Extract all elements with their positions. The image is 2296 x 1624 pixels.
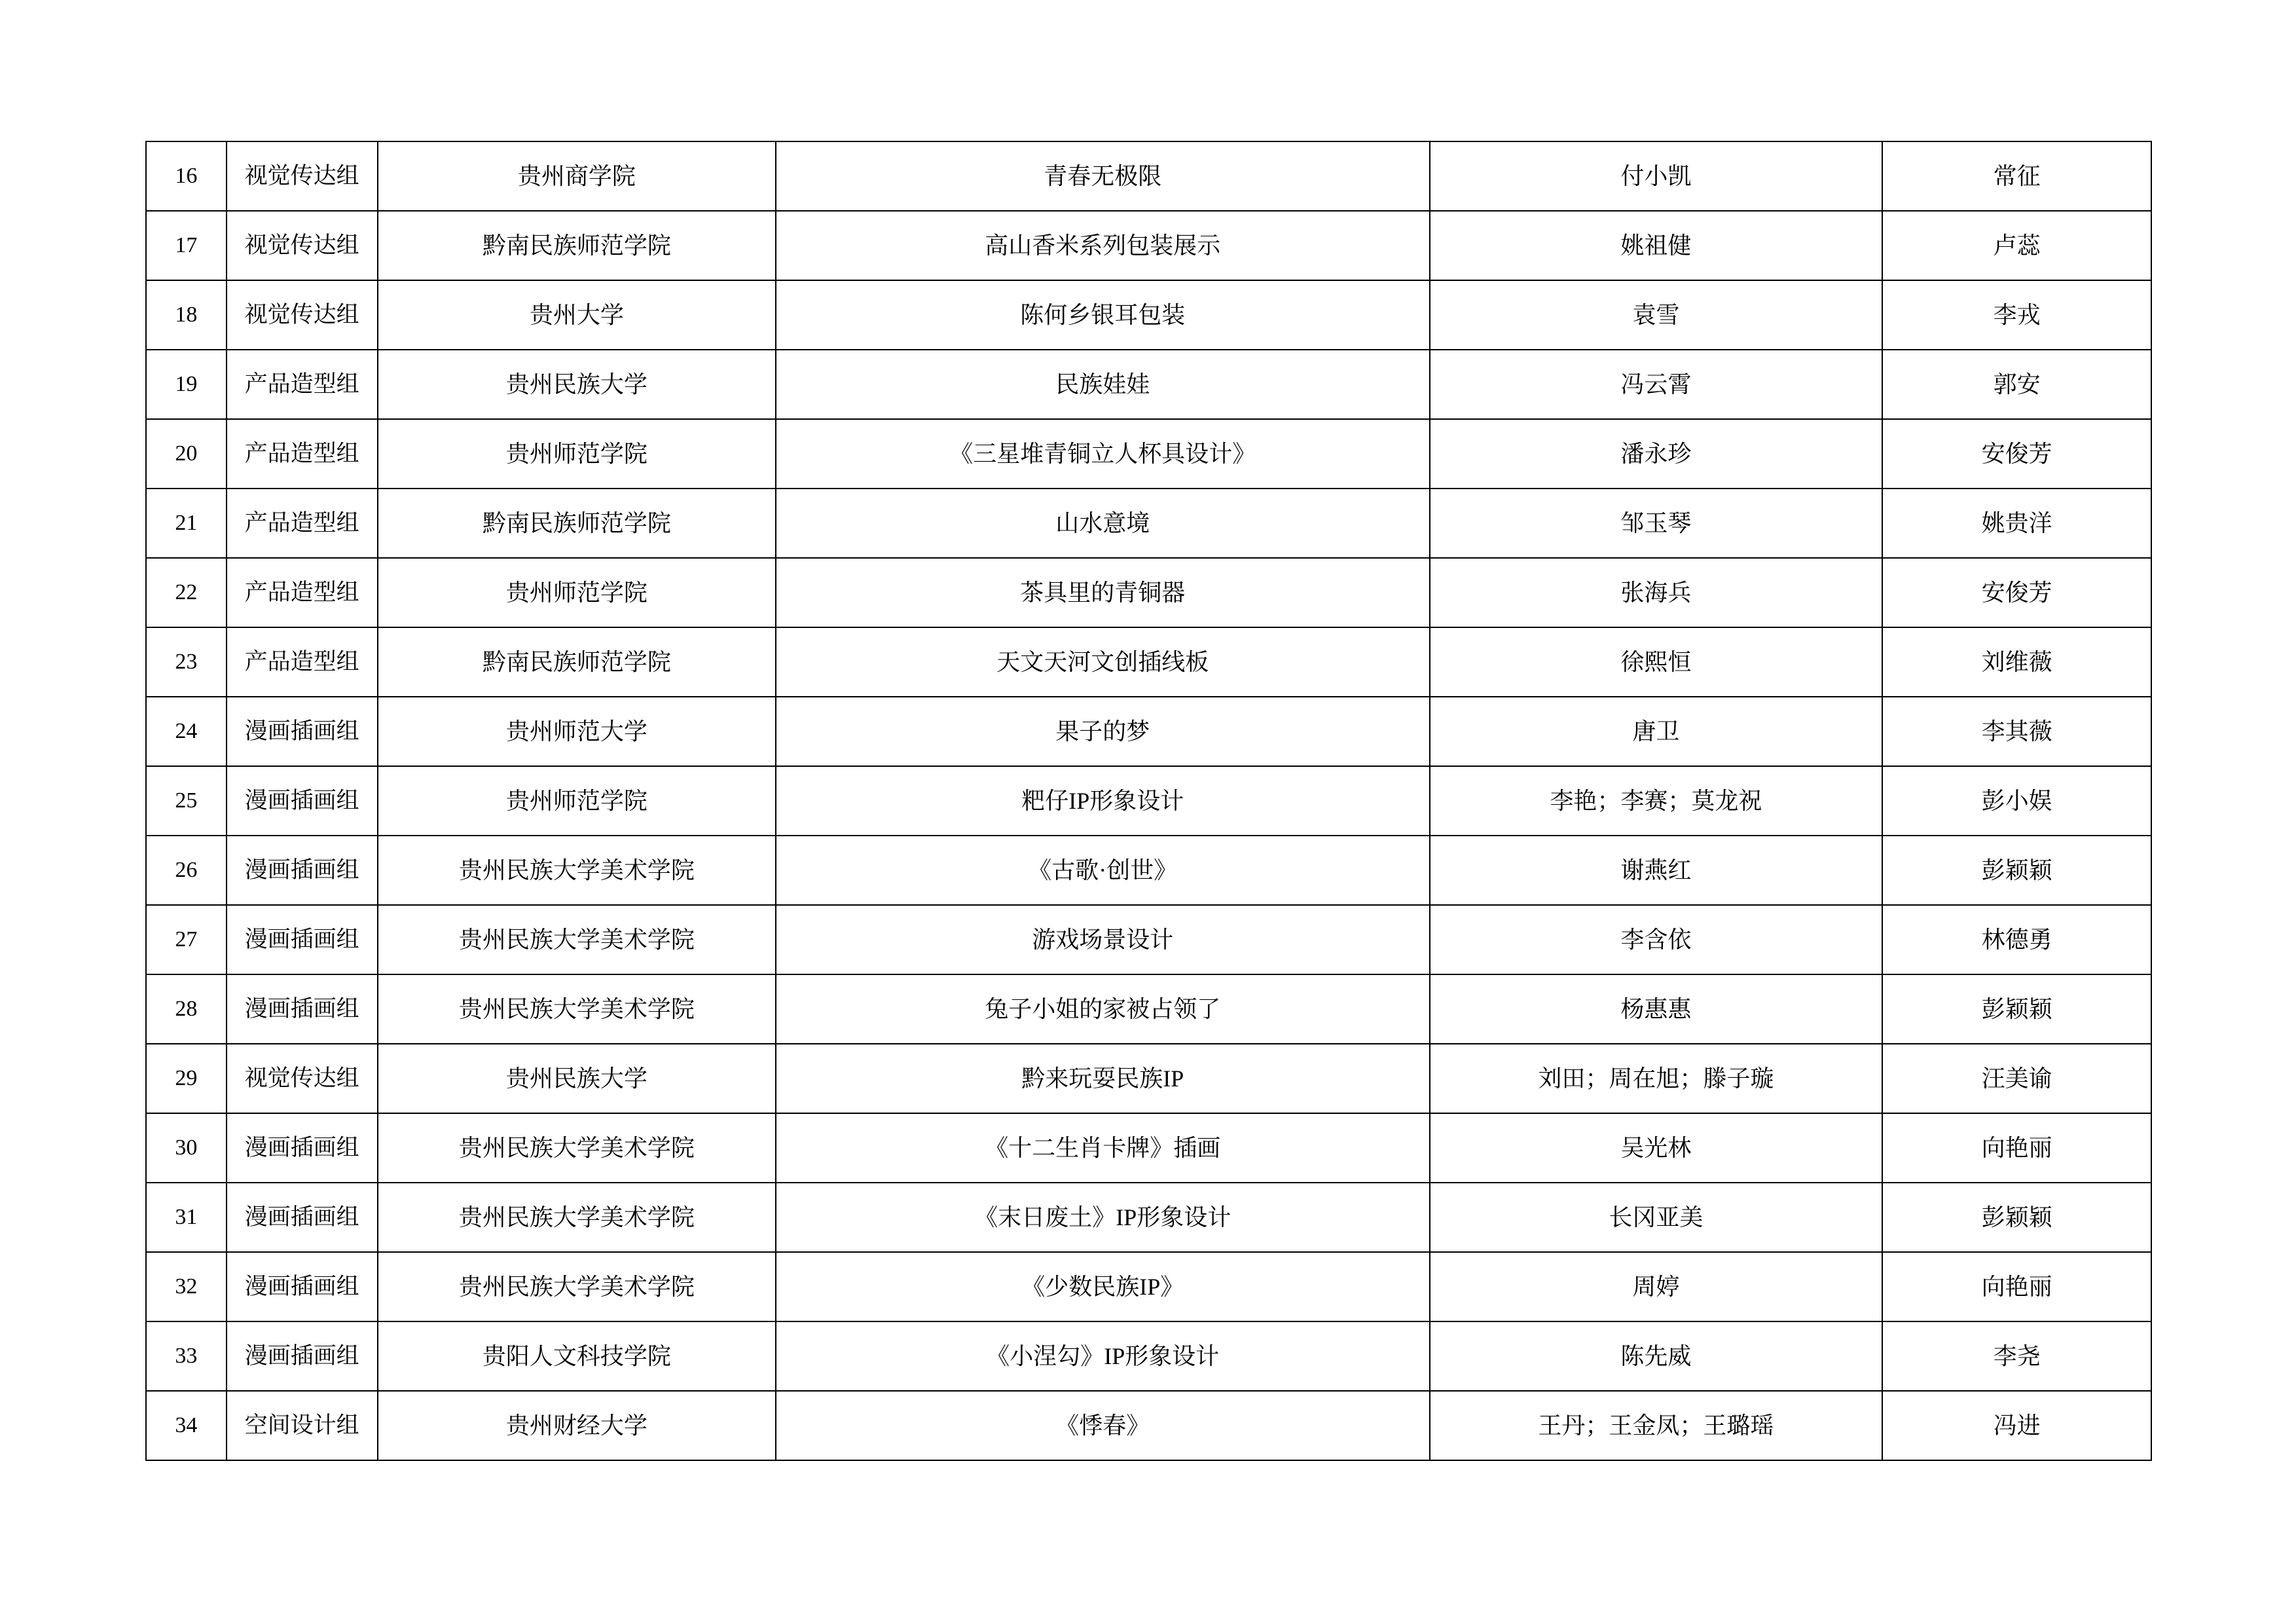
- cell-group: 漫画插画组: [227, 697, 378, 766]
- cell-school: 黔南民族师范学院: [378, 211, 776, 280]
- cell-school: 贵州商学院: [378, 141, 776, 211]
- cell-work: 山水意境: [776, 489, 1429, 558]
- cell-author: 潘永珍: [1430, 419, 1883, 489]
- table-row: [146, 141, 2151, 211]
- table-row: [146, 1252, 2151, 1321]
- cell-tutor: 卢蕊: [1882, 211, 2151, 280]
- cell-tutor: 彭颖颖: [1882, 974, 2151, 1044]
- cell-tutor: 刘维薇: [1882, 627, 2151, 697]
- table-row: [146, 1044, 2151, 1113]
- cell-author: 邹玉琴: [1430, 489, 1883, 558]
- cell-tutor: 彭颖颖: [1882, 836, 2151, 905]
- cell-tutor: 安俊芳: [1882, 558, 2151, 627]
- table-row: [146, 280, 2151, 350]
- cell-tutor: 向艳丽: [1882, 1252, 2151, 1321]
- cell-group: 空间设计组: [227, 1391, 378, 1460]
- cell-no: 29: [146, 1044, 227, 1113]
- cell-no: 19: [146, 350, 227, 419]
- cell-no: 18: [146, 280, 227, 350]
- cell-no: 21: [146, 489, 227, 558]
- cell-school: 黔南民族师范学院: [378, 627, 776, 697]
- cell-group: 漫画插画组: [227, 1113, 378, 1183]
- cell-school: 贵州民族大学美术学院: [378, 1113, 776, 1183]
- cell-tutor: 姚贵洋: [1882, 489, 2151, 558]
- table-row: [146, 905, 2151, 974]
- cell-author: 长冈亚美: [1430, 1183, 1883, 1252]
- cell-school: 贵州师范学院: [378, 558, 776, 627]
- table-row: [146, 836, 2151, 905]
- cell-no: 33: [146, 1321, 227, 1391]
- cell-group: 产品造型组: [227, 558, 378, 627]
- entry-table: [145, 141, 2152, 1461]
- cell-work: 果子的梦: [776, 697, 1429, 766]
- cell-author: 姚祖健: [1430, 211, 1883, 280]
- table-row: [146, 211, 2151, 280]
- cell-group: 视觉传达组: [227, 280, 378, 350]
- cell-author: 吴光林: [1430, 1113, 1883, 1183]
- entry-table-container: [145, 141, 2152, 1461]
- cell-group: 漫画插画组: [227, 1183, 378, 1252]
- cell-school: 贵阳人文科技学院: [378, 1321, 776, 1391]
- cell-no: 24: [146, 697, 227, 766]
- cell-author: 李艳；李赛；莫龙祝: [1430, 766, 1883, 836]
- cell-no: 26: [146, 836, 227, 905]
- cell-no: 20: [146, 419, 227, 489]
- cell-work: 《小涅勾》IP形象设计: [776, 1321, 1429, 1391]
- table-row: [146, 766, 2151, 836]
- cell-group: 产品造型组: [227, 489, 378, 558]
- cell-work: 天文天河文创插线板: [776, 627, 1429, 697]
- cell-no: 31: [146, 1183, 227, 1252]
- table-row: [146, 1391, 2151, 1460]
- cell-author: 徐熙恒: [1430, 627, 1883, 697]
- cell-author: 王丹；王金凤；王璐瑶: [1430, 1391, 1883, 1460]
- cell-group: 产品造型组: [227, 627, 378, 697]
- cell-tutor: 冯进: [1882, 1391, 2151, 1460]
- cell-group: 视觉传达组: [227, 141, 378, 211]
- cell-author: 张海兵: [1430, 558, 1883, 627]
- cell-work: 《悸春》: [776, 1391, 1429, 1460]
- cell-work: 《三星堆青铜立人杯具设计》: [776, 419, 1429, 489]
- cell-no: 23: [146, 627, 227, 697]
- cell-group: 漫画插画组: [227, 1321, 378, 1391]
- table-row: [146, 1321, 2151, 1391]
- cell-school: 贵州师范大学: [378, 697, 776, 766]
- cell-work: 茶具里的青铜器: [776, 558, 1429, 627]
- cell-author: 李含依: [1430, 905, 1883, 974]
- cell-school: 贵州师范学院: [378, 766, 776, 836]
- cell-no: 17: [146, 211, 227, 280]
- cell-tutor: 彭颖颖: [1882, 1183, 2151, 1252]
- table-row: [146, 697, 2151, 766]
- cell-no: 27: [146, 905, 227, 974]
- table-row: [146, 350, 2151, 419]
- cell-work: 《少数民族IP》: [776, 1252, 1429, 1321]
- cell-tutor: 彭小娱: [1882, 766, 2151, 836]
- cell-work: 高山香米系列包装展示: [776, 211, 1429, 280]
- cell-work: 《古歌·创世》: [776, 836, 1429, 905]
- cell-group: 视觉传达组: [227, 211, 378, 280]
- table-row: [146, 1113, 2151, 1183]
- cell-school: 贵州民族大学美术学院: [378, 1252, 776, 1321]
- cell-work: 《末日废土》IP形象设计: [776, 1183, 1429, 1252]
- cell-work: 黔来玩耍民族IP: [776, 1044, 1429, 1113]
- cell-tutor: 郭安: [1882, 350, 2151, 419]
- cell-work: 陈何乡银耳包装: [776, 280, 1429, 350]
- cell-tutor: 李尧: [1882, 1321, 2151, 1391]
- cell-author: 杨惠惠: [1430, 974, 1883, 1044]
- cell-school: 贵州师范学院: [378, 419, 776, 489]
- cell-tutor: 李戎: [1882, 280, 2151, 350]
- cell-author: 周婷: [1430, 1252, 1883, 1321]
- table-row: [146, 558, 2151, 627]
- cell-school: 贵州大学: [378, 280, 776, 350]
- cell-school: 贵州民族大学美术学院: [378, 974, 776, 1044]
- cell-no: 34: [146, 1391, 227, 1460]
- cell-tutor: 向艳丽: [1882, 1113, 2151, 1183]
- cell-tutor: 安俊芳: [1882, 419, 2151, 489]
- cell-tutor: 李其薇: [1882, 697, 2151, 766]
- cell-school: 贵州民族大学: [378, 1044, 776, 1113]
- table-row: [146, 627, 2151, 697]
- cell-group: 漫画插画组: [227, 766, 378, 836]
- cell-author: 刘田；周在旭；滕子璇: [1430, 1044, 1883, 1113]
- cell-school: 贵州民族大学: [378, 350, 776, 419]
- cell-work: 粑仔IP形象设计: [776, 766, 1429, 836]
- cell-no: 25: [146, 766, 227, 836]
- cell-work: 《十二生肖卡牌》插画: [776, 1113, 1429, 1183]
- cell-tutor: 常征: [1882, 141, 2151, 211]
- table-row: [146, 489, 2151, 558]
- cell-school: 贵州民族大学美术学院: [378, 1183, 776, 1252]
- cell-school: 贵州民族大学美术学院: [378, 905, 776, 974]
- cell-work: 游戏场景设计: [776, 905, 1429, 974]
- entry-table-body: [146, 141, 2151, 1460]
- cell-group: 漫画插画组: [227, 1252, 378, 1321]
- cell-no: 32: [146, 1252, 227, 1321]
- cell-group: 漫画插画组: [227, 974, 378, 1044]
- table-row: [146, 974, 2151, 1044]
- cell-tutor: 汪美谕: [1882, 1044, 2151, 1113]
- cell-work: 兔子小姐的家被占领了: [776, 974, 1429, 1044]
- cell-no: 28: [146, 974, 227, 1044]
- table-row: [146, 419, 2151, 489]
- cell-no: 30: [146, 1113, 227, 1183]
- cell-no: 22: [146, 558, 227, 627]
- table-row: [146, 1183, 2151, 1252]
- cell-school: 黔南民族师范学院: [378, 489, 776, 558]
- cell-work: 民族娃娃: [776, 350, 1429, 419]
- cell-author: 袁雪: [1430, 280, 1883, 350]
- cell-group: 视觉传达组: [227, 1044, 378, 1113]
- cell-no: 16: [146, 141, 227, 211]
- cell-group: 漫画插画组: [227, 836, 378, 905]
- cell-author: 冯云霄: [1430, 350, 1883, 419]
- cell-group: 产品造型组: [227, 350, 378, 419]
- cell-author: 付小凯: [1430, 141, 1883, 211]
- cell-author: 陈先威: [1430, 1321, 1883, 1391]
- cell-tutor: 林德勇: [1882, 905, 2151, 974]
- cell-group: 产品造型组: [227, 419, 378, 489]
- cell-author: 谢燕红: [1430, 836, 1883, 905]
- cell-author: 唐卫: [1430, 697, 1883, 766]
- cell-school: 贵州民族大学美术学院: [378, 836, 776, 905]
- cell-group: 漫画插画组: [227, 905, 378, 974]
- cell-work: 青春无极限: [776, 141, 1429, 211]
- cell-school: 贵州财经大学: [378, 1391, 776, 1460]
